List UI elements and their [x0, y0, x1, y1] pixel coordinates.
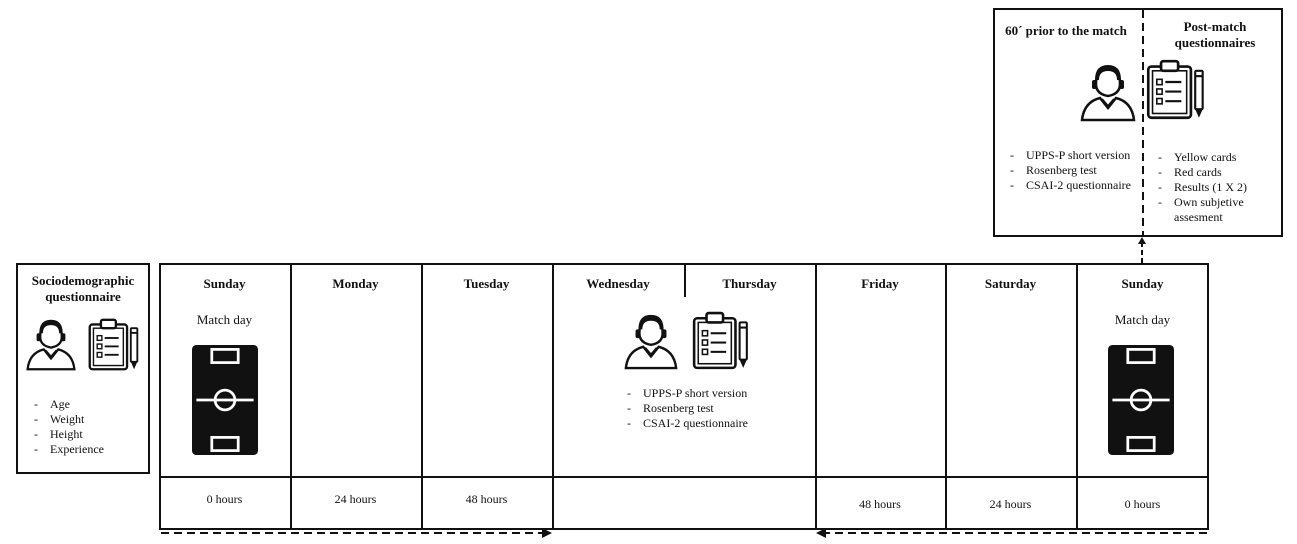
- hours-label: 24 hours: [989, 497, 1032, 511]
- list-item: - CSAI-2 questionnaire: [1010, 178, 1136, 193]
- day-saturday: Saturday: [984, 276, 1037, 291]
- day-friday: Friday: [861, 276, 899, 291]
- arrowhead-left-icon: [816, 528, 826, 538]
- prematch-list: [1010, 148, 1136, 193]
- dashed-divider: [1141, 10, 1145, 236]
- day-monday: Monday: [332, 276, 379, 291]
- match-day-label: Match day: [1114, 312, 1171, 327]
- list-item: - Experience: [34, 442, 144, 457]
- match-day-label: Match day: [196, 312, 253, 327]
- day-sunday-2: Sunday: [1121, 276, 1164, 291]
- list-item: - Weight: [34, 412, 144, 427]
- clipboard-icon: [1144, 58, 1208, 122]
- arrowhead-right-icon: [542, 528, 552, 538]
- hours-label: 24 hours: [334, 492, 377, 506]
- hours-label: 48 hours: [465, 492, 508, 506]
- list-item: - UPPS-P short version: [1010, 148, 1136, 163]
- list-item: - Own subjetive assesment: [1158, 195, 1276, 225]
- day-sunday-1: Sunday: [203, 276, 246, 291]
- hours-label: 0 hours: [1124, 497, 1161, 511]
- list-item: - Yellow cards: [1158, 150, 1276, 165]
- day-wednesday: Wednesday: [586, 276, 650, 291]
- postmatch-title: Post-match questionnaires: [1174, 19, 1256, 50]
- postmatch-list: [1158, 150, 1276, 225]
- list-item: - Age: [34, 397, 144, 412]
- arrowhead-up-icon: [1138, 237, 1146, 244]
- prematch-title: 60´ prior to the match: [1005, 23, 1127, 38]
- hours-label: 0 hours: [206, 492, 243, 506]
- sociodemographic-title: Sociodemographic questionnaire: [31, 273, 135, 304]
- day-tuesday: Tuesday: [463, 276, 510, 291]
- day-thursday: Thursday: [722, 276, 777, 291]
- list-item: - UPPS-P short version: [627, 386, 757, 401]
- list-item: - Rosenberg test: [627, 401, 757, 416]
- list-item: - Red cards: [1158, 165, 1276, 180]
- list-item: - Results (1 X 2): [1158, 180, 1276, 195]
- person-icon: [1078, 62, 1138, 122]
- list-item: - Height: [34, 427, 144, 442]
- list-item: - Rosenberg test: [1010, 163, 1136, 178]
- hours-label: 48 hours: [859, 497, 901, 511]
- list-item: - CSAI-2 questionnaire: [627, 416, 757, 431]
